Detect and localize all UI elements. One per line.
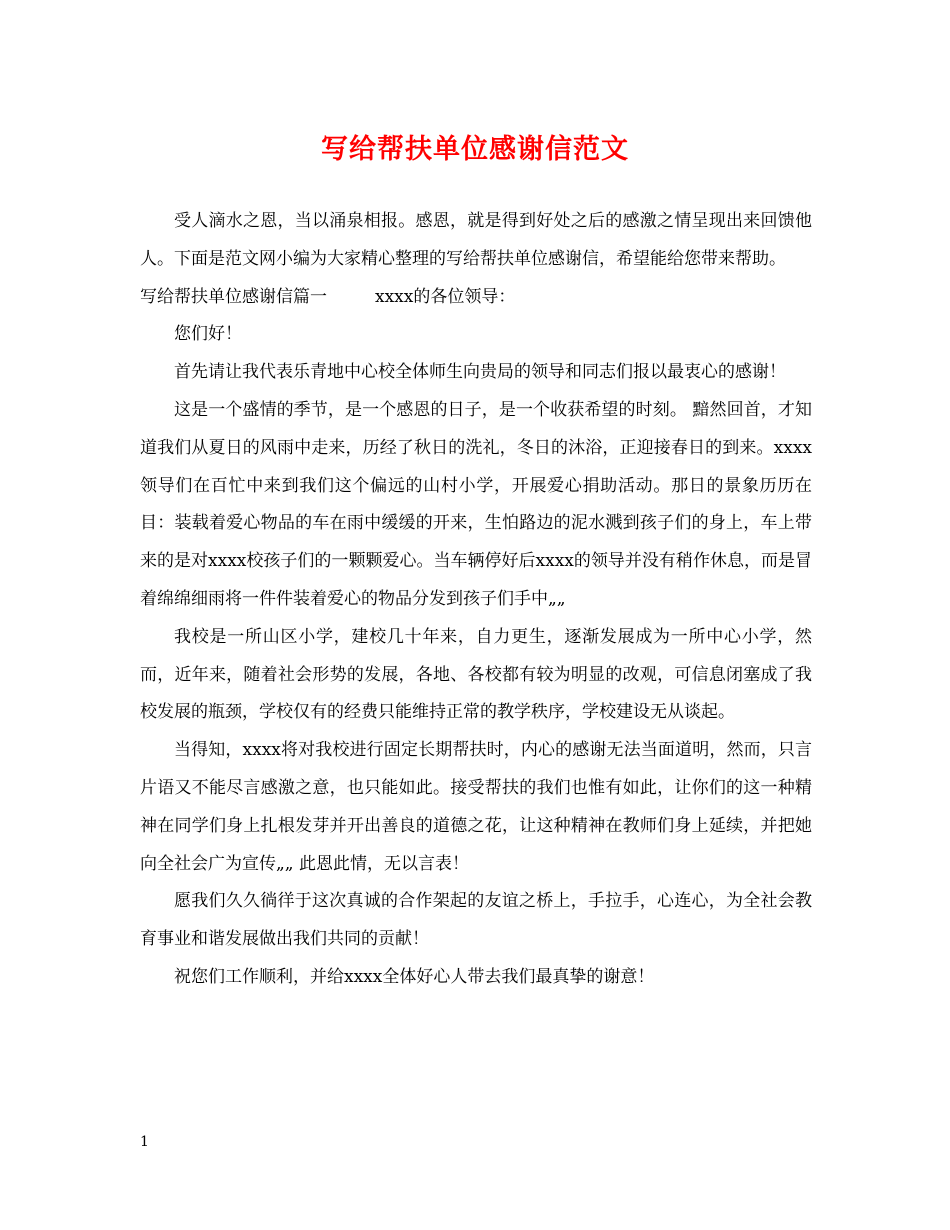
body-paragraph: 当得知，xxxx将对我校进行固定长期帮扶时，内心的感谢无法当面道明，然而，只言片语又不能尽言感激之意，也只能如此。接受帮扶的我们也惟有如此，让你们的这一种精神在同学们身上扎根发芽并开出善良的道德之花，让这种精神在教师们身上延续，并把她向全社会广为宣传„„ 此恩此情，无以言表！ <box>140 740 812 874</box>
greeting: 您们好！ <box>174 324 242 345</box>
intro-paragraph: 受人滴水之恩，当以涌泉相报。感恩，就是得到好处之后的感激之情呈现出来回馈他人。下面是范文网小编为大家精心整理的写给帮扶单位感谢信，希望能给您带来帮助。 <box>140 211 812 269</box>
page-number: 1 <box>140 1134 149 1150</box>
letter-heading-line <box>140 279 812 317</box>
salutation: xxxx的各位领导： <box>375 286 516 307</box>
closing-paragraph: 祝您们工作顺利，并给xxxx全体好心人带去我们最真挚的谢意！ <box>174 966 655 987</box>
letter-body <box>140 203 812 997</box>
body-paragraph: 这是一个盛情的季节，是一个感恩的日子，是一个收获希望的时刻。 黯然回首，才知道我们从夏日的风雨中走来，历经了秋日的洗礼，冬日的沐浴，正迎接春日的到来。xxxx领导们在百忙中来到我们这个偏远的山村小学，开展爱心捐助活动。那日的景象历历在目：装载着爱心物品的车在雨中缓缓的开来，生怕路边的泥水溅到孩子们的身上，车上带来的是对xxxx校孩子们的一颗颗爱心。当车辆停好后xxxx的领导并没有稍作休息，而是冒着绵绵细雨将一件件装着爱心的物品分发到孩子们手中„„ <box>140 399 812 609</box>
body-paragraph: 我校是一所山区小学，建校几十年来，自力更生，逐渐发展成为一所中心小学，然而，近年来，随着社会形势的发展，各地、各校都有较为明显的改观，可信息闭塞成了我校发展的瓶颈，学校仅有的经费只能维持正常的教学秩序，学校建设无从谈起。 <box>140 626 812 723</box>
body-paragraph: 愿我们久久徜徉于这次真诚的合作架起的友谊之桥上，手拉手，心连心，为全社会教育事业和谐发展做出我们共同的贡献！ <box>140 891 812 950</box>
letter-heading: 写给帮扶单位感谢信篇一 <box>140 286 327 307</box>
document-title: 写给帮扶单位感谢信范文 <box>321 134 629 165</box>
body-paragraph: 首先请让我代表乐青地中心校全体师生向贵局的领导和同志们报以最衷心的感谢！ <box>174 362 786 383</box>
